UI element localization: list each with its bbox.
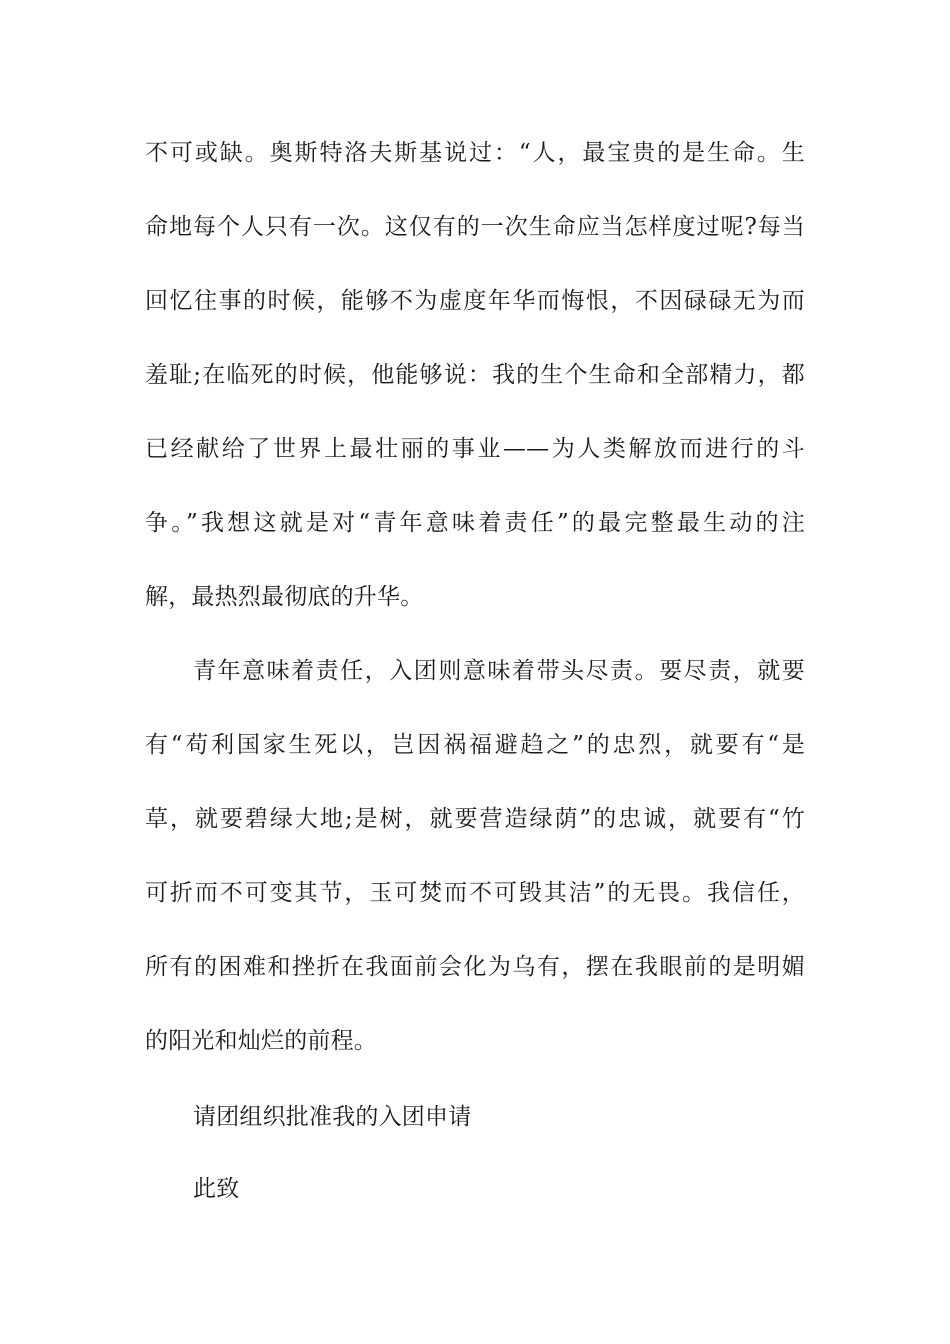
paragraph-first-line: 青年意味着责任，入团则意味着带头尽责。要尽责，就要	[193, 658, 805, 684]
text-line: 争。”我想这就是对“青年意味着责任”的最完整最生动的注	[145, 510, 805, 536]
text-line: 有“苟利国家生死以，岂因祸福避趋之”的忠烈，就要有“是	[145, 732, 805, 758]
text-line: 解，最热烈最彻底的升华。	[145, 584, 424, 610]
text-line: 所有的困难和挫折在我面前会化为乌有，摆在我眼前的是明媚	[145, 954, 805, 980]
text-line: 回忆往事的时候，能够不为虚度年华而悔恨，不因碌碌无为而	[145, 288, 805, 314]
text-line: 已经献给了世界上最壮丽的事业——为人类解放而进行的斗	[145, 436, 805, 462]
request-line: 请团组织批准我的入团申请	[193, 1104, 472, 1130]
salutation-line: 此致	[193, 1176, 240, 1202]
text-line: 的阳光和灿烂的前程。	[145, 1028, 377, 1054]
text-line: 草，就要碧绿大地;是树，就要营造绿荫”的忠诚，就要有“竹	[145, 806, 805, 832]
text-line: 命地每个人只有一次。这仅有的一次生命应当怎样度过呢?每当	[145, 214, 805, 240]
text-line: 可折而不可变其节，玉可焚而不可毁其洁”的无畏。我信任，	[145, 880, 805, 906]
text-line: 不可或缺。奥斯特洛夫斯基说过：“人，最宝贵的是生命。生	[145, 140, 805, 166]
text-line: 羞耻;在临死的时候，他能够说：我的生个生命和全部精力，都	[145, 362, 805, 388]
